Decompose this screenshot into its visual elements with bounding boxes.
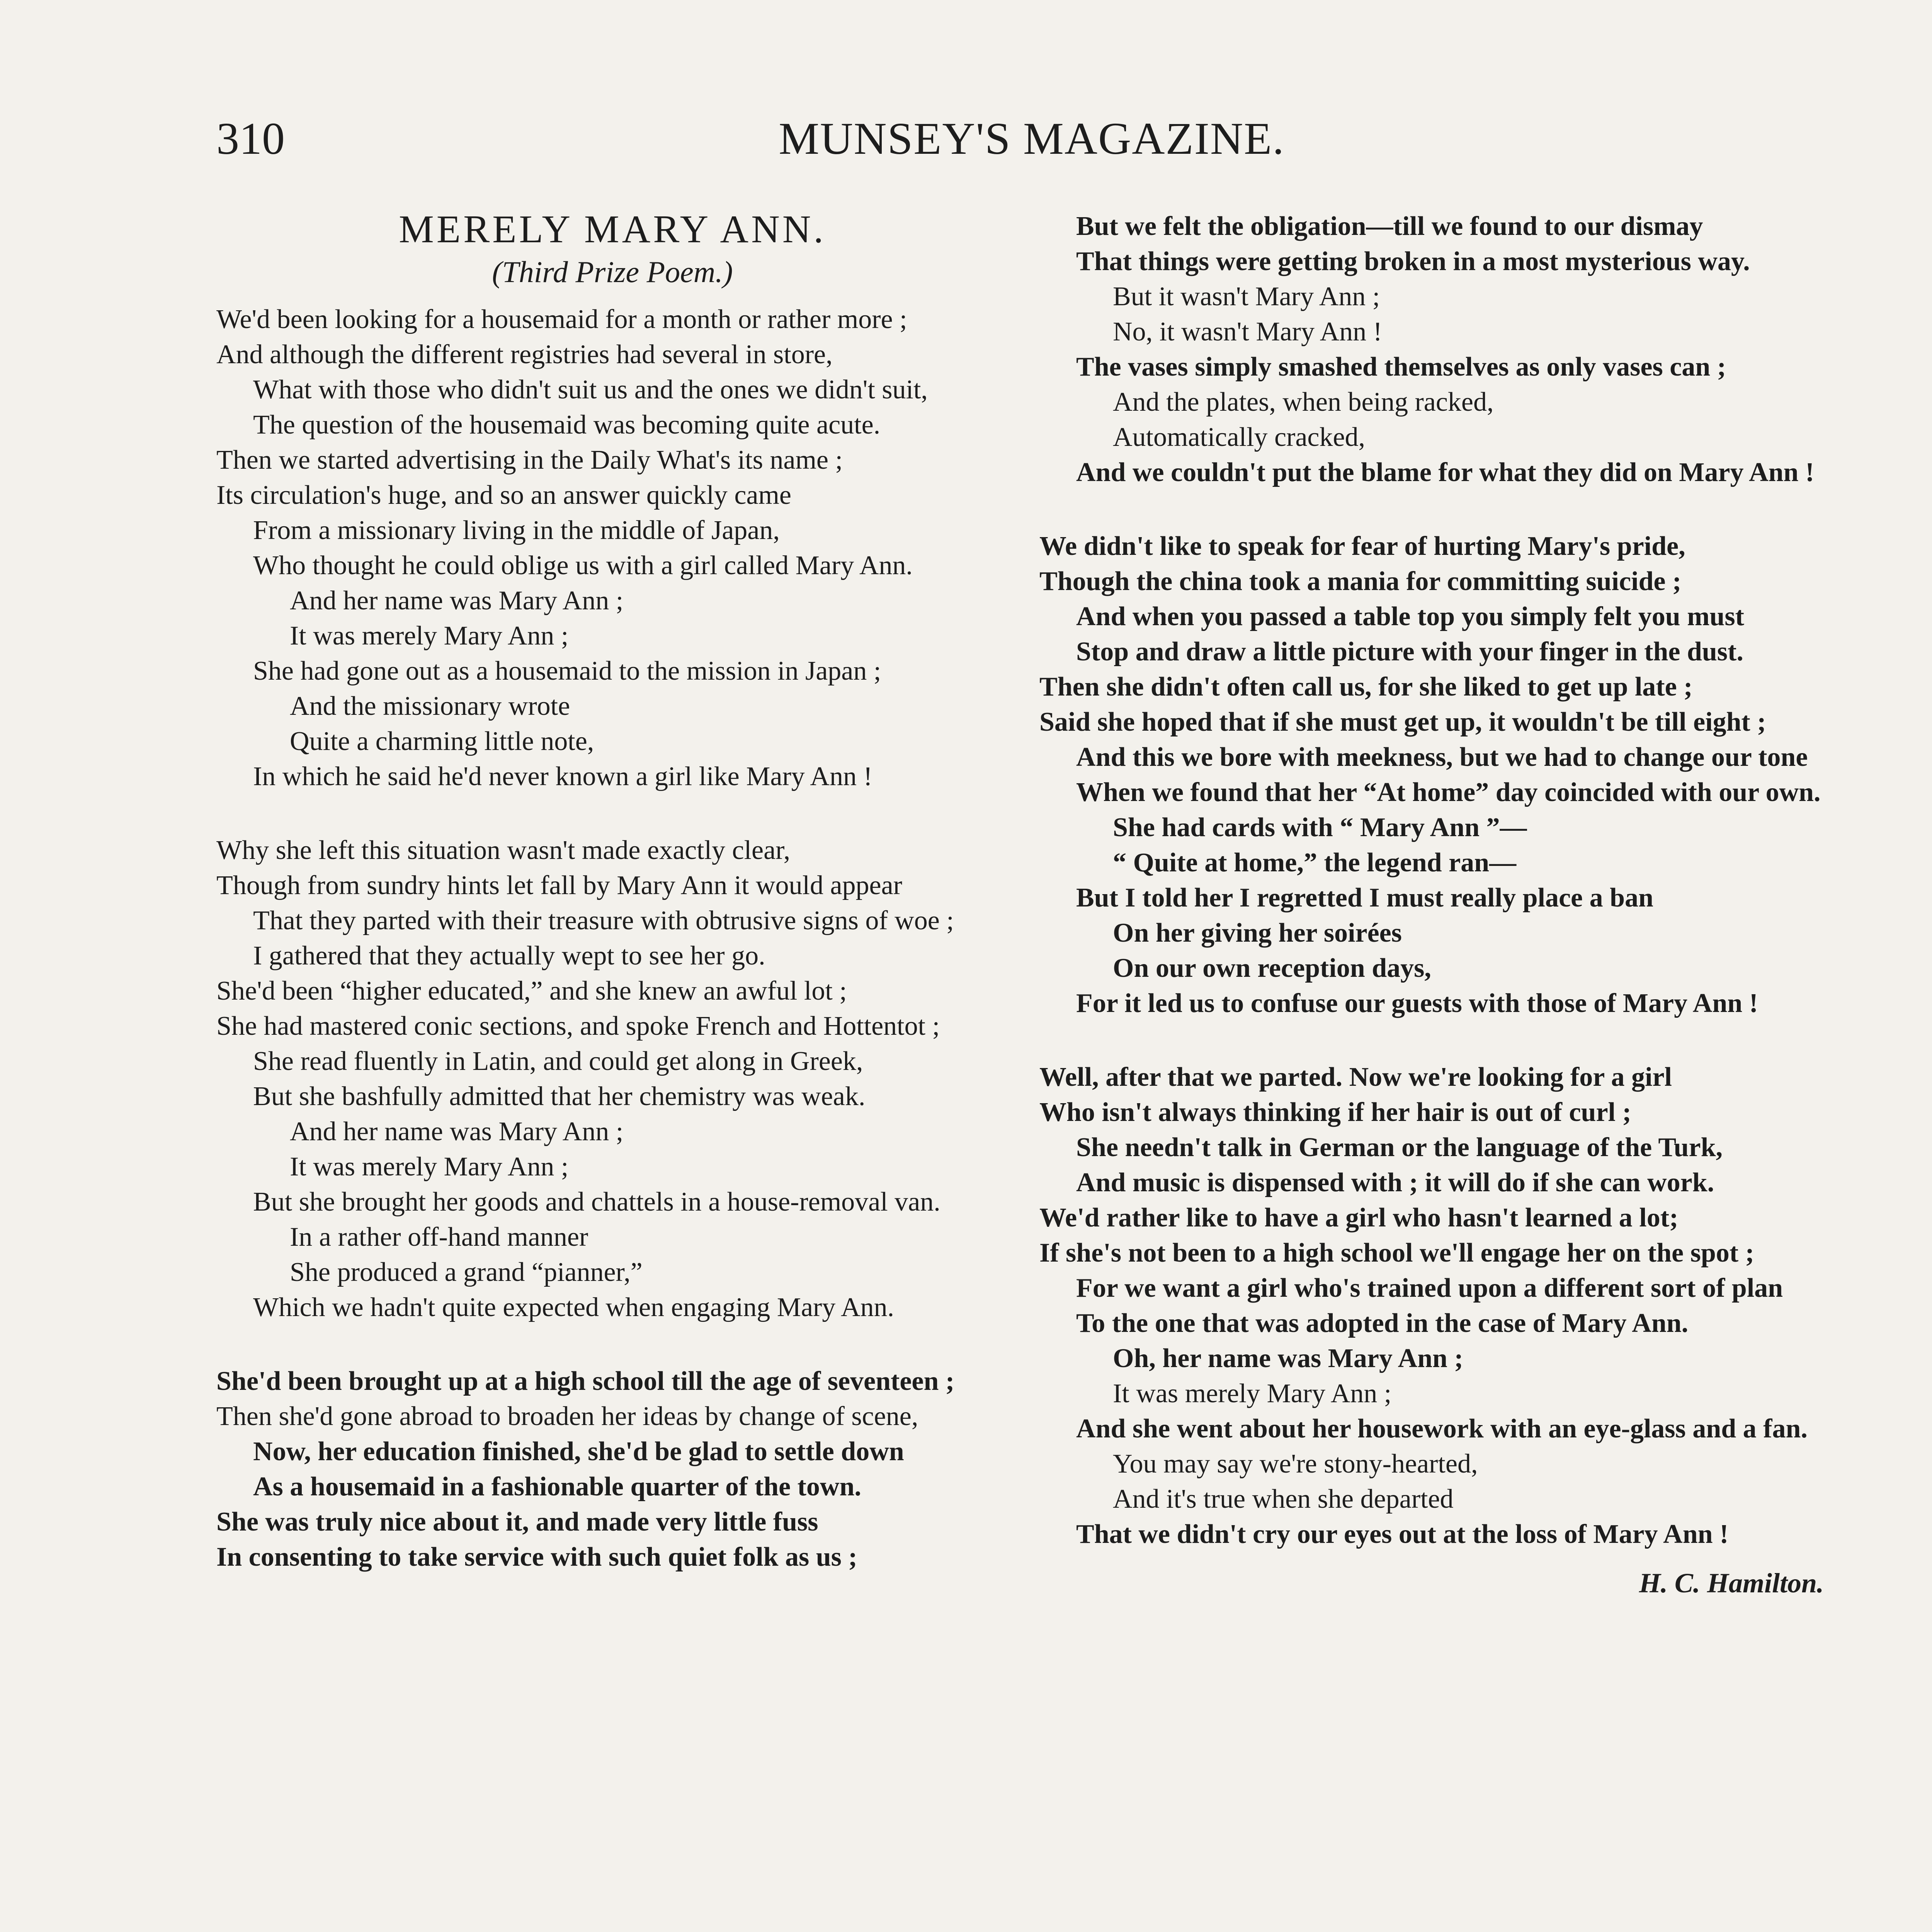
poem-author: H. C. Hamilton. <box>1639 1568 1824 1599</box>
poem-line: She produced a grand “pianner,” <box>290 1257 643 1287</box>
poem-line: We didn't like to speak for fear of hurting Mary's pride, <box>1039 531 1685 561</box>
poem-line: And when you passed a table top you simply felt you must <box>1076 602 1744 631</box>
poem-line: To the one that was adopted in the case of Mary Ann. <box>1076 1308 1689 1338</box>
poem-line: She was truly nice about it, and made very little fuss <box>216 1507 818 1537</box>
page-header <box>216 113 1847 182</box>
poem-line: And the missionary wrote <box>290 691 570 721</box>
page-number: 310 <box>216 113 285 164</box>
poem-line: That things were getting broken in a most mysterious way. <box>1076 247 1750 276</box>
poem-line: And her name was Mary Ann ; <box>290 585 624 616</box>
poem-line: The question of the housemaid was becoming quite acute. <box>253 410 881 440</box>
poem-line: Though the china took a mania for committing suicide ; <box>1039 566 1682 596</box>
poem-line: But it wasn't Mary Ann ; <box>1113 282 1380 311</box>
poem-line: When we found that her “At home” day coincided with our own. <box>1076 777 1821 807</box>
poem-line: Who isn't always thinking if her hair is out of curl ; <box>1039 1097 1631 1127</box>
poem-line: “ Quite at home,” the legend ran— <box>1113 848 1517 878</box>
poem-line: And we couldn't put the blame for what they did on Mary Ann ! <box>1076 457 1815 487</box>
poem-line: Its circulation's huge, and so an answer quickly came <box>216 480 791 510</box>
poem-line: She had gone out as a housemaid to the mission in Japan ; <box>253 656 881 686</box>
poem-line: In consenting to take service with such quiet folk as us ; <box>216 1542 857 1572</box>
poem-line: And music is dispensed with ; it will do if she can work. <box>1076 1168 1714 1197</box>
poem-line: Then she didn't often call us, for she liked to get up late ; <box>1039 672 1693 702</box>
poem-line: That we didn't cry our eyes out at the loss of Mary Ann ! <box>1076 1519 1729 1549</box>
poem-line: She had mastered conic sections, and spoke French and Hottentot ; <box>216 1011 940 1041</box>
poem-line: But we felt the obligation—till we found to our dismay <box>1076 211 1703 241</box>
poem-line: If she's not been to a high school we'll engage her on the spot ; <box>1039 1238 1754 1268</box>
poem-line: It was merely Mary Ann ; <box>290 621 569 651</box>
poem-line: We'd been looking for a housemaid for a month or rather more ; <box>216 304 907 334</box>
poem-line: What with those who didn't suit us and the ones we didn't suit, <box>253 374 928 405</box>
poem-column-right <box>1039 209 1847 1932</box>
poem-line: But I told her I regretted I must really place a ban <box>1076 883 1653 913</box>
poem-line: Said she hoped that if she must get up, it wouldn't be till eight ; <box>1039 707 1766 737</box>
poem-line: Which we hadn't quite expected when engaging Mary Ann. <box>253 1292 895 1322</box>
stanza-break <box>1039 1021 1847 1060</box>
poem-line: I gathered that they actually wept to see her go. <box>253 940 765 971</box>
stanza-break <box>1039 490 1847 529</box>
poem-subtitle: (Third Prize Poem.) <box>492 255 733 289</box>
poem-line: We'd rather like to have a girl who hasn't learned a lot; <box>1039 1203 1679 1233</box>
poem-line: And it's true when she departed <box>1113 1484 1454 1514</box>
poem-line: She'd been “higher educated,” and she knew an awful lot ; <box>216 976 847 1006</box>
poem-line: But she brought her goods and chattels in a house-removal van. <box>253 1187 940 1217</box>
poem-line: That they parted with their treasure with obtrusive signs of woe ; <box>253 905 954 935</box>
poem-line: And although the different registries had several in store, <box>216 339 833 369</box>
poem-line: For it led us to confuse our guests with those of Mary Ann ! <box>1076 988 1758 1018</box>
poem-line: She'd been brought up at a high school till the age of seventeen ; <box>216 1366 955 1396</box>
poem-line: Then we started advertising in the Daily What's its name ; <box>216 445 843 475</box>
poem-verse-left <box>216 302 1009 1575</box>
poem-line: Now, her education finished, she'd be glad to settle down <box>253 1436 904 1466</box>
poem-line: In which he said he'd never known a girl like Mary Ann ! <box>253 761 872 791</box>
poem-line: And this we bore with meekness, but we had to change our tone <box>1076 742 1808 772</box>
poem-line: Why she left this situation wasn't made exactly clear, <box>216 835 791 865</box>
poem-line: For we want a girl who's trained upon a different sort of plan <box>1076 1273 1783 1303</box>
poem-line: But she bashfully admitted that her chemistry was weak. <box>253 1081 866 1111</box>
poem-line: And she went about her housework with an eye-glass and a fan. <box>1076 1414 1808 1444</box>
poem-line: From a missionary living in the middle of Japan, <box>253 515 780 545</box>
poem-line: It was merely Mary Ann ; <box>1113 1379 1392 1408</box>
running-head: MUNSEY'S MAGAZINE. <box>779 113 1285 164</box>
poem-line: Stop and draw a little picture with your finger in the dust. <box>1076 637 1743 667</box>
poem-line: Automatically cracked, <box>1113 422 1366 452</box>
poem-line: And her name was Mary Ann ; <box>290 1116 624 1146</box>
poem-line: And the plates, when being racked, <box>1113 387 1494 417</box>
poem-line: Who thought he could oblige us with a girl called Mary Ann. <box>253 550 913 580</box>
poem-line: Oh, her name was Mary Ann ; <box>1113 1344 1463 1373</box>
poem-line: Though from sundry hints let fall by Mary Ann it would appear <box>216 870 902 900</box>
poem-column-left <box>216 209 1009 1932</box>
poem-line: Then she'd gone abroad to broaden her ideas by change of scene, <box>216 1401 918 1431</box>
poem-line: As a housemaid in a fashionable quarter of the town. <box>253 1471 861 1502</box>
poem-title: MERELY MARY ANN. <box>399 207 826 251</box>
poem-line: In a rather off-hand manner <box>290 1222 588 1252</box>
poem-line: You may say we're stony-hearted, <box>1113 1449 1478 1479</box>
poem-line: It was merely Mary Ann ; <box>290 1151 569 1182</box>
poem-verse-right <box>1039 209 1847 1552</box>
poem-line: She needn't talk in German or the language of the Turk, <box>1076 1133 1723 1162</box>
poem-line: On our own reception days, <box>1113 953 1431 983</box>
stanza-break <box>216 794 1009 833</box>
poem-line: On her giving her soirées <box>1113 918 1402 948</box>
poem-line: The vases simply smashed themselves as only vases can ; <box>1076 352 1726 382</box>
poem-line: She had cards with “ Mary Ann ”— <box>1113 813 1527 842</box>
poem-line: No, it wasn't Mary Ann ! <box>1113 317 1382 347</box>
poem-line: She read fluently in Latin, and could get along in Greek, <box>253 1046 863 1076</box>
stanza-break <box>216 1325 1009 1364</box>
poem-line: Quite a charming little note, <box>290 726 594 756</box>
poem-line: Well, after that we parted. Now we're looking for a girl <box>1039 1062 1672 1092</box>
